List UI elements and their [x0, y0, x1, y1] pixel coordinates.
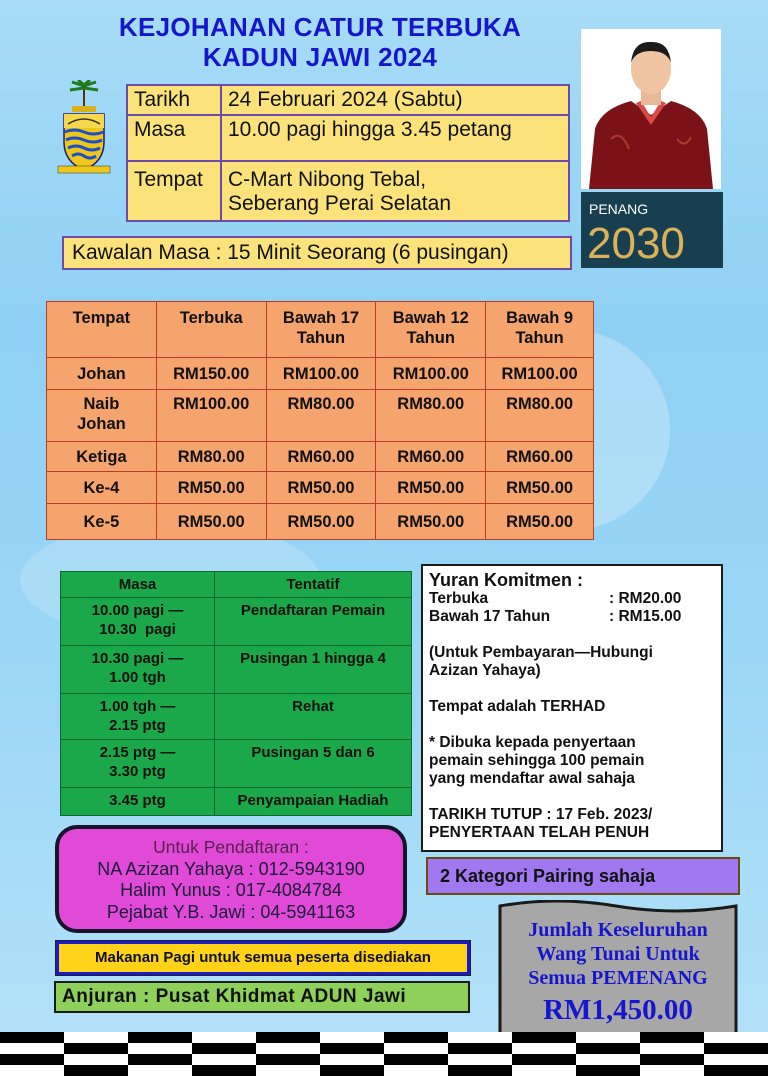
penang-crest-icon: [56, 80, 112, 176]
checker-square: [576, 1043, 640, 1054]
title-line-2: KADUN JAWI 2024: [202, 42, 438, 72]
checker-square: [704, 1032, 768, 1043]
checker-square: [576, 1054, 640, 1065]
time-end: 2.15 ptg: [109, 717, 166, 734]
table-row: [61, 646, 412, 694]
prize-cell: RM50.00: [486, 504, 594, 540]
schedule-time: [61, 694, 215, 740]
info-key: Tempat: [127, 161, 221, 221]
time-start: 10.00 pagi —: [91, 602, 184, 619]
checker-square: [192, 1065, 256, 1076]
schedule-time: [61, 646, 215, 694]
checker-square: [704, 1054, 768, 1065]
prize-cell: RM100.00: [266, 358, 376, 390]
checker-square: [64, 1032, 128, 1043]
checker-square: [320, 1043, 384, 1054]
info-row-date: [127, 85, 569, 115]
payment-line-2: Azizan Yahaya): [429, 662, 541, 679]
fee-value: : RM20.00: [609, 590, 682, 607]
table-row: [47, 442, 594, 472]
penang-2030-logo: [581, 192, 723, 268]
prize-cell: RM150.00: [156, 358, 266, 390]
checker-square: [512, 1043, 576, 1054]
time-start: 2.15 ptg —: [99, 744, 176, 761]
closing-line-1: TARIKH TUTUP : 17 Feb. 2023/: [429, 806, 653, 823]
info-key: Tarikh: [127, 85, 221, 115]
time-start: 1.00 tgh —: [99, 698, 176, 715]
checker-square: [576, 1032, 640, 1043]
checker-square: [192, 1043, 256, 1054]
checker-square: [512, 1032, 576, 1043]
fee-heading: Yuran Komitmen :: [429, 570, 584, 590]
portrait-photo: [581, 29, 721, 189]
schedule-activity: Penyampaian Hadiah: [215, 788, 412, 816]
table-row: [47, 358, 594, 390]
limited-note: Tempat adalah TERHAD: [429, 698, 606, 715]
schedule-activity: Pendaftaran Pemain: [215, 598, 412, 646]
prize-table: [46, 301, 594, 540]
prize-header: Terbuka: [156, 302, 266, 358]
checker-square: [384, 1043, 448, 1054]
checkered-footer: [0, 1032, 768, 1076]
checker-square: [320, 1065, 384, 1076]
prize-cell: Ketiga: [47, 442, 157, 472]
prize-cell: RM80.00: [156, 442, 266, 472]
schedule-time: [61, 740, 215, 788]
prize-cell: RM50.00: [266, 472, 376, 504]
checker-square: [704, 1043, 768, 1054]
capacity-note: [429, 734, 715, 788]
schedule-activity: Pusingan 5 dan 6: [215, 740, 412, 788]
checker-square: [0, 1043, 64, 1054]
schedule-header-row: [61, 572, 412, 598]
checker-square: [576, 1065, 640, 1076]
fee-label: Terbuka: [429, 590, 489, 607]
time-end: 10.30 pagi: [99, 621, 176, 638]
info-value: 24 Februari 2024 (Sabtu): [221, 85, 569, 115]
prize-header: Tempat: [47, 302, 157, 358]
checker-square: [192, 1032, 256, 1043]
schedule-activity: Pusingan 1 hingga 4: [215, 646, 412, 694]
prize-header-row: [47, 302, 594, 358]
prize-cell: RM50.00: [156, 472, 266, 504]
checker-square: [448, 1065, 512, 1076]
closing-line-2: PENYERTAAN TELAH PENUH: [429, 824, 650, 841]
organiser-banner: Anjuran : Pusat Khidmat ADUN Jawi: [54, 981, 470, 1013]
total-prize-text: [496, 918, 740, 1030]
event-info-table: [126, 84, 570, 222]
checker-square: [64, 1065, 128, 1076]
logo-brand: PENANG: [589, 201, 649, 217]
payment-line-1: (Untuk Pembayaran—Hubungi: [429, 644, 653, 661]
checker-square: [0, 1054, 64, 1065]
checker-square: [192, 1054, 256, 1065]
registration-box: [55, 825, 407, 933]
prize-cell: RM100.00: [156, 390, 266, 442]
prize-cell: RM80.00: [486, 390, 594, 442]
prize-cell: RM100.00: [376, 358, 486, 390]
checker-square: [320, 1032, 384, 1043]
payment-note: [429, 644, 715, 680]
checker-square: [320, 1054, 384, 1065]
info-row-venue: [127, 161, 569, 221]
checker-square: [0, 1065, 64, 1076]
table-row: [47, 504, 594, 540]
registration-heading: Untuk Pendaftaran :: [153, 837, 309, 857]
prize-header: Bawah 9 Tahun: [486, 302, 594, 358]
table-row: [61, 788, 412, 816]
registration-contact: NA Azizan Yahaya : 012-5943190: [97, 858, 365, 879]
checker-square: [256, 1032, 320, 1043]
checker-square: [640, 1054, 704, 1065]
prize-cell: Ke-5: [47, 504, 157, 540]
checker-square: [0, 1032, 64, 1043]
table-row: [61, 740, 412, 788]
time-end: 1.00 tgh: [109, 669, 166, 686]
fee-value: : RM15.00: [609, 608, 682, 625]
info-value: 10.00 pagi hingga 3.45 petang: [221, 115, 569, 161]
pairing-banner: 2 Kategori Pairing sahaja: [426, 857, 740, 895]
prize-cell: RM80.00: [266, 390, 376, 442]
prize-cell: RM50.00: [266, 504, 376, 540]
checker-square: [384, 1032, 448, 1043]
registration-contact: Pejabat Y.B. Jawi : 04-5941163: [106, 901, 356, 922]
checker-square: [256, 1054, 320, 1065]
prize-cell: RM50.00: [486, 472, 594, 504]
page-title: [60, 12, 580, 72]
checker-square: [640, 1065, 704, 1076]
logo-year: 2030: [587, 219, 685, 268]
checker-square: [128, 1065, 192, 1076]
prize-cell: Johan: [47, 358, 157, 390]
capacity-line-2: pemain sehingga 100 pemain: [429, 752, 645, 769]
venue-line-2: Seberang Perai Selatan: [228, 192, 451, 215]
info-value: [221, 161, 569, 221]
time-start: 10.30 pagi —: [91, 650, 184, 667]
table-row: [47, 472, 594, 504]
checker-square: [704, 1065, 768, 1076]
checker-square: [448, 1032, 512, 1043]
checker-square: [128, 1054, 192, 1065]
registration-contact: Halim Yunus : 017-4084784: [120, 880, 342, 900]
checker-square: [512, 1054, 576, 1065]
schedule-time: 3.45 ptg: [61, 788, 215, 816]
fee-info-box: [421, 564, 723, 852]
fee-label: Bawah 17 Tahun: [429, 608, 551, 625]
table-row: [47, 390, 594, 442]
fee-row: [429, 608, 715, 626]
title-line-1: KEJOHANAN CATUR TERBUKA: [118, 12, 522, 42]
prize-cell: RM100.00: [486, 358, 594, 390]
total-line-1: Jumlah Keseluruhan: [528, 919, 708, 941]
checker-square: [256, 1043, 320, 1054]
total-line-3: Semua PEMENANG: [528, 967, 708, 989]
time-end: 3.30 ptg: [109, 763, 166, 780]
checker-square: [64, 1054, 128, 1065]
info-key: Masa: [127, 115, 221, 161]
prize-cell: Ke-4: [47, 472, 157, 504]
prize-header: Bawah 17 Tahun: [266, 302, 376, 358]
checker-square: [64, 1043, 128, 1054]
prize-cell: RM60.00: [486, 442, 594, 472]
checker-square: [384, 1065, 448, 1076]
venue-line-1: C-Mart Nibong Tebal,: [228, 168, 427, 191]
checker-square: [128, 1043, 192, 1054]
checker-square: [256, 1065, 320, 1076]
checker-square: [640, 1032, 704, 1043]
capacity-line-3: yang mendaftar awal sahaja: [429, 770, 635, 787]
prize-cell: RM50.00: [376, 504, 486, 540]
checker-square: [128, 1032, 192, 1043]
schedule-activity: Rehat: [215, 694, 412, 740]
prize-cell: RM50.00: [376, 472, 486, 504]
schedule-header: Tentatif: [215, 572, 412, 598]
schedule-table: [60, 571, 412, 816]
table-row: [61, 694, 412, 740]
total-line-2: Wang Tunai Untuk: [536, 943, 700, 965]
schedule-header: Masa: [61, 572, 215, 598]
total-amount: RM1,450.00: [543, 994, 693, 1026]
table-row: [61, 598, 412, 646]
checker-square: [640, 1043, 704, 1054]
fee-row: [429, 590, 715, 608]
prize-cell: RM80.00: [376, 390, 486, 442]
schedule-time: [61, 598, 215, 646]
prize-cell: RM60.00: [266, 442, 376, 472]
checker-square: [448, 1043, 512, 1054]
checker-square: [384, 1054, 448, 1065]
prize-cell: RM60.00: [376, 442, 486, 472]
checker-square: [448, 1054, 512, 1065]
prize-cell: Naib Johan: [47, 390, 157, 442]
prize-cell: RM50.00: [156, 504, 266, 540]
capacity-line-1: * Dibuka kepada penyertaan: [429, 734, 636, 751]
info-row-time: [127, 115, 569, 161]
prize-header: Bawah 12 Tahun: [376, 302, 486, 358]
closing-date-note: [429, 806, 715, 842]
breakfast-banner: Makanan Pagi untuk semua peserta disediakan: [56, 941, 470, 975]
checker-square: [512, 1065, 576, 1076]
time-control-banner: Kawalan Masa : 15 Minit Seorang (6 pusingan): [62, 236, 572, 270]
